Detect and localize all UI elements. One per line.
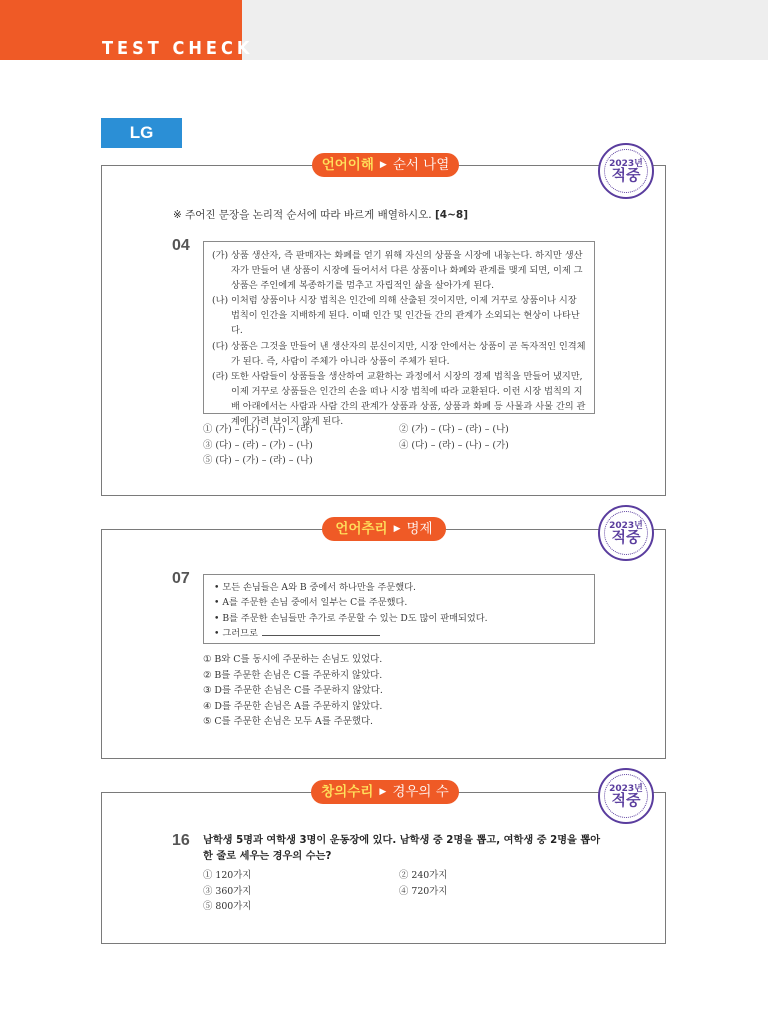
choice-3[interactable]: ③ D를 주문한 손님은 C를 주문하지 않았다. [203,685,383,696]
choice-1[interactable]: ① 120가지 [203,870,252,881]
question-number: 07 [172,570,190,587]
choice-1[interactable]: ① B와 C를 동시에 주문하는 손님도 있었다. [203,654,383,665]
stamp-word: 적중 [611,528,641,546]
stamp-word: 적중 [611,166,641,184]
question-stem: 남학생 5명과 여학생 3명이 운동장에 있다. 남학생 중 2명을 뽑고, 여학생 중 2명을 뽑아 한 줄로 세우는 경우의 수는? [203,835,601,862]
section-topic: 순서 나열 [392,157,450,173]
stamp-year: 2023년 [609,159,643,169]
choice-5[interactable]: ⑤ 800가지 [203,901,252,912]
header-title: TEST CHECK [102,38,254,59]
choice-5[interactable]: ⑤ (다) – (가) – (라) – (나) [203,455,313,466]
choice-2[interactable]: ② (가) – (다) – (라) – (나) [399,424,509,435]
instruction [173,207,468,222]
choice-1[interactable]: ① (가) – (다) – (나) – (라) [203,424,313,435]
section-pill [322,517,446,541]
company-tag: LG [101,118,182,148]
stamp-word: 적중 [611,791,641,809]
hit-stamp [598,768,654,824]
choice-4[interactable]: ④ D를 주문한 손님은 A를 주문하지 않았다. [203,700,383,712]
arrow-right-icon: ▶ [379,787,387,797]
answer-choices [203,868,595,915]
section-category: 창의수리 [321,784,374,800]
section-pill [311,780,459,804]
passage-paragraph-ga: (가) 상품 생산자, 즉 판매자는 화폐를 얻기 위해 자신의 상품을 시장에 내놓는다. 하지만 생산자가 만들어 낸 상품이 시장에 들어서서 다른 상품이나 화폐와 관계를 맺게 되면, 이제 그 상품은 주인에게 복종하기를 멈추고 자립적인 삶을 살아가게 된다. [212,250,583,292]
arrow-right-icon: ▶ [379,160,387,170]
passage-paragraph-na: (나) 이처럼 상품이나 시장 법칙은 인간에 의해 산출된 것이지만, 이제 거꾸로 상품이나 시장 법칙이 인간을 지배하게 된다. 이때 인간 및 인간들 간의 관계가 소외되는 현상이 나타난다. [212,295,580,337]
header-background [242,0,768,60]
choice-3[interactable]: ③ (다) – (라) – (가) – (나) [203,439,313,451]
section-topic: 명제 [406,521,433,537]
choice-2[interactable]: ② B를 주문한 손님은 C를 주문하지 않았다. [203,669,383,681]
section-box-verbal-reasoning [101,529,666,759]
passage-box [203,241,595,428]
hit-stamp [598,505,654,561]
premise-2: • A를 주문한 손님 중에서 일부는 C를 주문했다. [214,597,408,609]
choice-4[interactable]: ④ (다) – (라) – (나) – (가) [399,439,509,451]
stamp-year: 2023년 [609,521,643,531]
arrow-right-icon: ▶ [393,524,401,534]
premise-1: • 모든 손님들은 A와 B 중에서 하나만을 주문했다. [214,582,416,593]
answer-choices [203,422,595,469]
hit-stamp [598,143,654,199]
instruction-text: ※ 주어진 문장을 논리적 순서에 따라 바르게 배열하시오. [173,209,432,221]
question-number: 04 [172,237,190,254]
passage-paragraph-ra: (라) 또한 사람들이 상품들을 생산하여 교환하는 과정에서 시장의 경제 법칙을 만들어 냈지만, 이제 거꾸로 상품들은 인간의 손을 떠나 시장 법칙에 따라 교환된다. 이런 시장 법칙의 지배 아래에서는 사람과 사람 간의 관계가 상품과 상품, 상품과 화폐 등 사물과 사물 간의 관계에 가려 보이지 않게 된다. [212,370,586,428]
answer-choices [203,652,383,730]
passage-paragraph-da: (다) 상품은 그것을 만들어 낸 생산자의 분신이지만, 시장 안에서는 상품이 곧 독자적인 인격체가 된다. 즉, 사람이 주체가 아니라 상품이 주체가 된다. [212,340,586,367]
instruction-range: [4~8] [435,209,469,221]
section-category: 언어추리 [335,521,388,537]
section-category: 언어이해 [321,157,374,173]
conclusion-blank [262,626,380,636]
premise-box [203,574,595,644]
choice-3[interactable]: ③ 360가지 [203,885,252,897]
choice-2[interactable]: ② 240가지 [399,870,448,881]
choice-5[interactable]: ⑤ C를 주문한 손님은 모두 A를 주문했다. [203,716,373,727]
stamp-year: 2023년 [609,784,643,794]
question-number: 16 [172,832,190,849]
section-topic: 경우의 수 [392,784,449,800]
premise-3: • B를 주문한 손님들만 추가로 주문할 수 있는 D도 많이 판매되었다. [214,612,488,624]
section-pill [312,153,459,177]
premise-conclusion [214,626,586,641]
choice-4[interactable]: ④ 720가지 [399,885,448,897]
premise-4: • 그러므로 [214,627,258,639]
